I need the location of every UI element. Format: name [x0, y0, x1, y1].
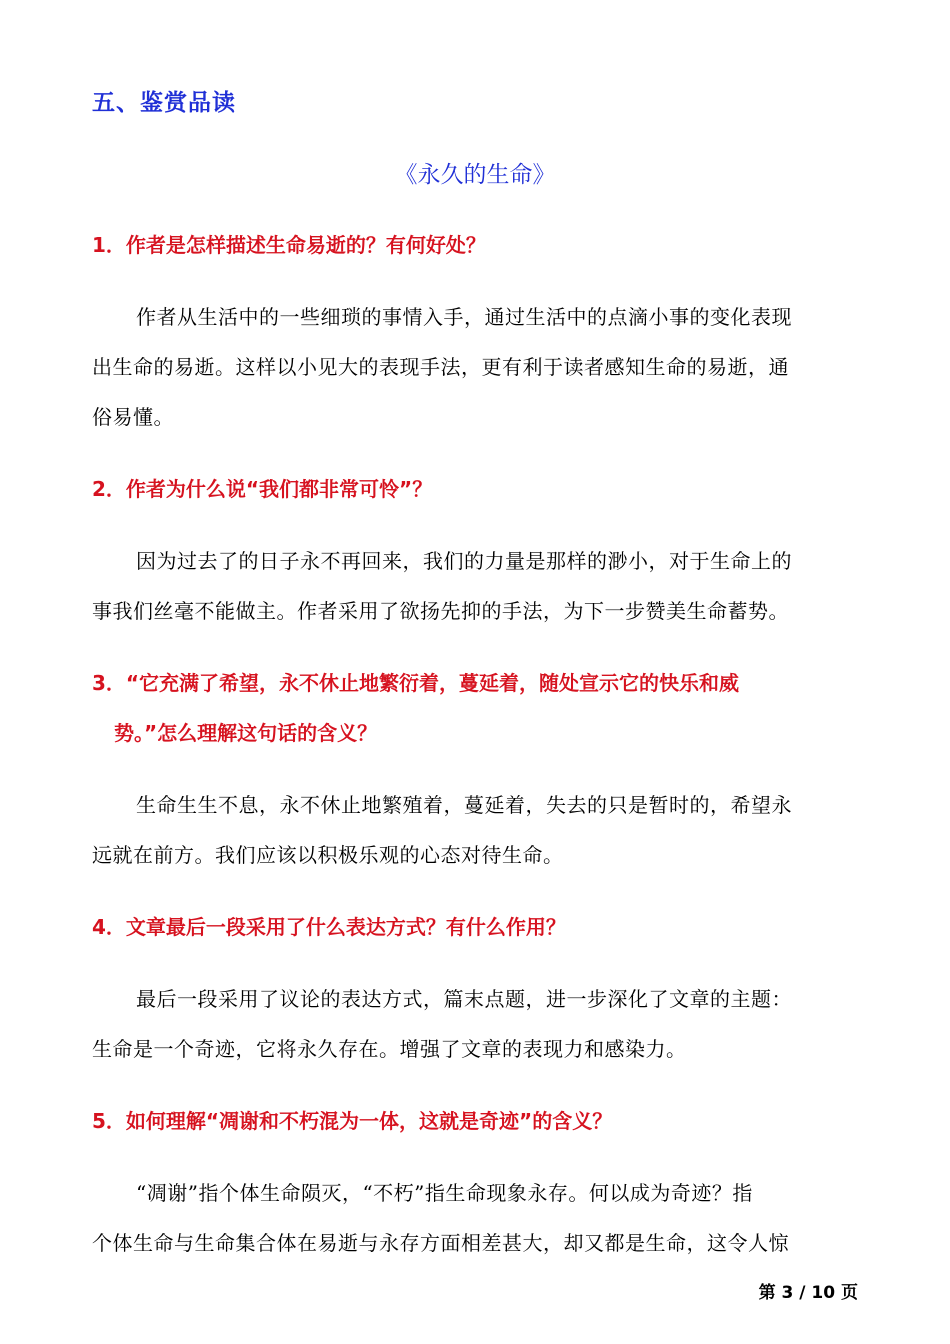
answer-line: 出生命的易逝。这样以小见大的表现手法，更有利于读者感知生命的易逝，通: [92, 355, 789, 379]
answer-line: 因为过去了的日子永不再回来，我们的力量是那样的渺小，对于生命上的: [136, 549, 792, 573]
answer-3: [92, 780, 862, 880]
answer-line: “凋谢”指个体生命陨灭，“不朽”指生命现象永存。何以成为奇迹？指: [136, 1181, 753, 1205]
question-line: 3．“它充满了希望，永不休止地繁衍着，蔓延着，随处宣示它的快乐和威: [92, 671, 740, 695]
answer-line: 事我们丝毫不能做主。作者采用了欲扬先抑的手法，为下一步赞美生命蓄势。: [92, 599, 789, 623]
answer-line: 远就在前方。我们应该以积极乐观的心态对待生命。: [92, 843, 564, 867]
answer-line: 生命是一个奇迹，它将永久存在。增强了文章的表现力和感染力。: [92, 1037, 687, 1061]
question-line: 势。”怎么理解这句话的含义？: [114, 721, 378, 745]
question-2: 2．作者为什么说“我们都非常可怜”？: [92, 477, 433, 501]
section-title: 五、鉴赏品读: [92, 90, 236, 116]
question-1: 1．作者是怎样描述生命易逝的？有何好处？: [92, 233, 486, 257]
page-number: 第 3 / 10 页: [758, 1283, 858, 1303]
question-4: 4．文章最后一段采用了什么表达方式？有什么作用？: [92, 915, 566, 939]
answer-line: 最后一段采用了议论的表达方式，篇末点题，进一步深化了文章的主题：: [136, 987, 792, 1011]
answer-line: 个体生命与生命集合体在易逝与永存方面相差甚大，却又都是生命，这令人惊: [92, 1231, 789, 1255]
answer-2: [92, 536, 862, 636]
question-5: 5．如何理解“凋谢和不朽混为一体，这就是奇迹”的含义？: [92, 1109, 613, 1133]
answer-1: [92, 292, 862, 442]
answer-line: 生命生生不息，永不休止地繁殖着，蔓延着，失去的只是暂时的，希望永: [136, 793, 792, 817]
answer-4: [92, 974, 862, 1074]
answer-line: 作者从生活中的一些细琐的事情入手，通过生活中的点滴小事的变化表现: [136, 305, 792, 329]
answer-line: 俗易懂。: [92, 405, 174, 429]
document-title: 《永久的生命》: [394, 162, 556, 188]
answer-5: [92, 1168, 862, 1268]
question-3: [92, 658, 872, 758]
